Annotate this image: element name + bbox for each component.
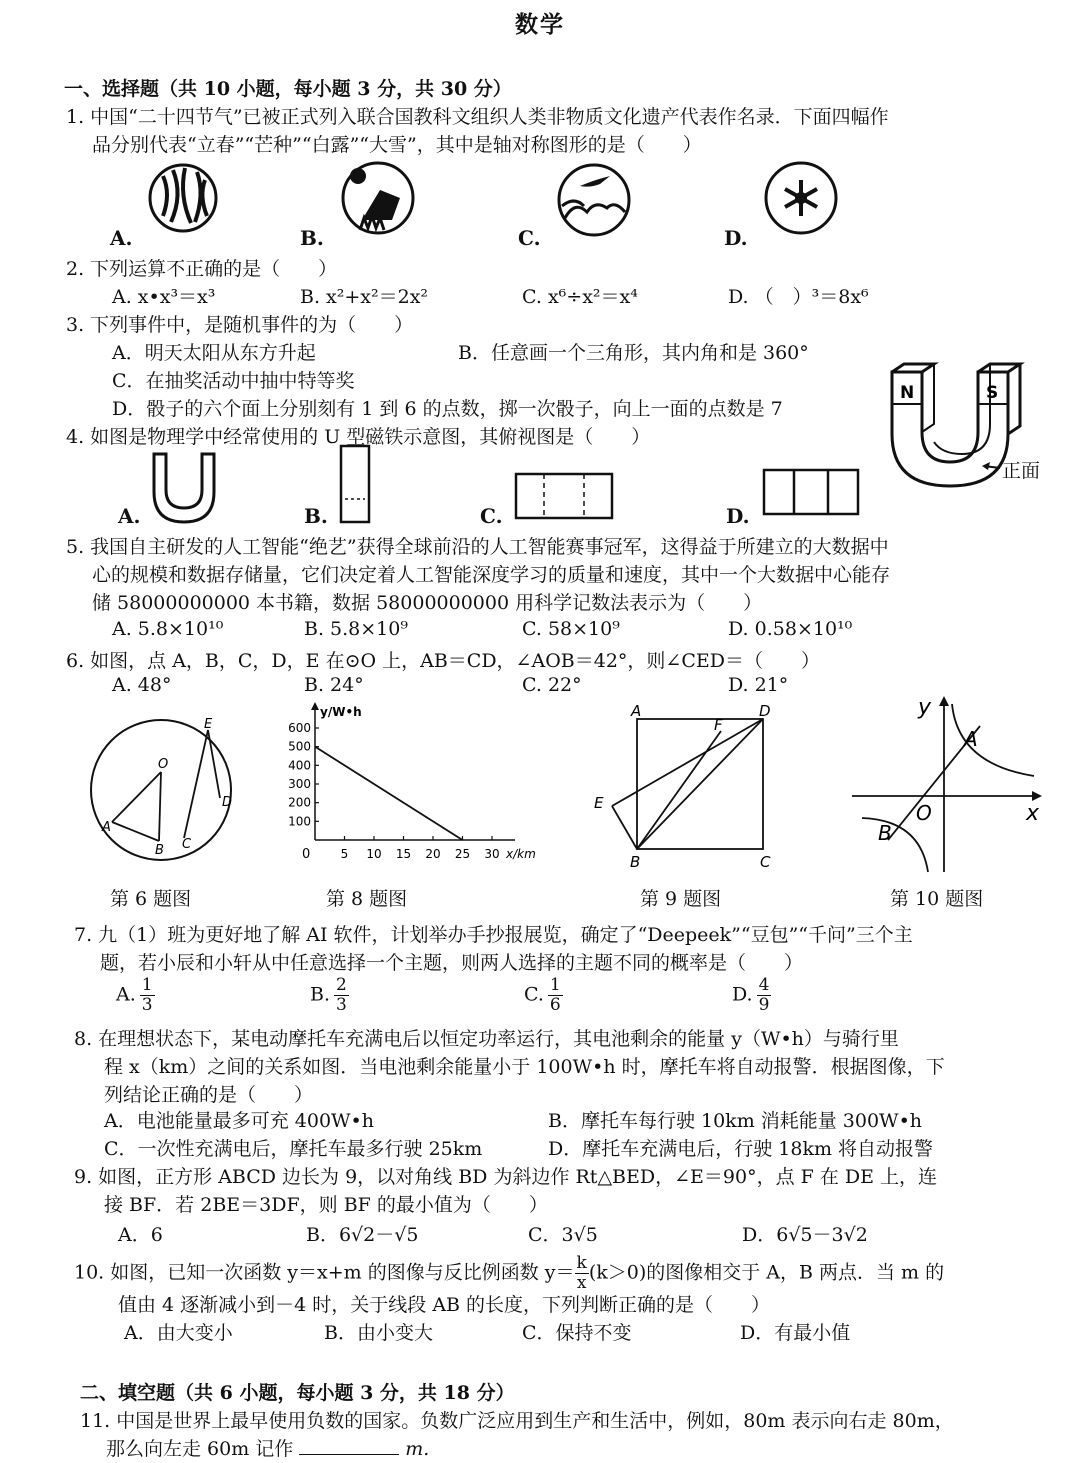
q5-line2: 心的规模和数据存储量，它们决定着人工智能深度学习的质量和速度，其中一个大数据中心能存 (92, 564, 891, 586)
q1-option-d-label: D. (724, 226, 748, 250)
fig8-xtick-label: 10 (366, 847, 382, 861)
q7-option-a: A. $\frac{1}{3}$ (116, 975, 153, 1015)
q2-option-b: B. x²+x²＝2x² (300, 286, 429, 308)
q7-option-d: D. $\frac{4}{9}$ (732, 975, 770, 1015)
fig6-point-d: D (222, 795, 233, 810)
q8-option-b: B．摩托车每行驶 10km 消耗能量 300W•h (548, 1110, 923, 1132)
section-1-header: 一、选择题（共 10 小题，每小题 3 分，共 30 分） (64, 78, 512, 100)
q10-option-c: C．保持不变 (522, 1322, 632, 1344)
q2-stem: 2. 下列运算不正确的是（ ） (66, 258, 338, 280)
fig9-point-a: A (631, 702, 642, 720)
fig8-line-chart (280, 700, 540, 870)
q11-answer-blank[interactable] (299, 1440, 399, 1455)
q1-line1: 1. 中国“二十四节气”已被正式列入联合国教科文组织人类非物质文化遗产代表作名录．下面四幅作 (66, 106, 889, 128)
q9-option-a: A．6 (118, 1224, 163, 1246)
q11-line2: 那么向左走 60m 记作 m. (106, 1438, 430, 1460)
q9-line1: 9. 如图，正方形 ABCD 边长为 9，以对角线 BD 为斜边作 Rt△BED，∠E＝90°，点 F 在 DE 上，连 (74, 1166, 938, 1188)
mangzhong-emblem-icon (343, 163, 413, 233)
fig8-caption: 第 8 题图 (326, 888, 408, 910)
fig8-ytick-label: 600 (288, 721, 311, 735)
q7-option-b: B. $\frac{2}{3}$ (310, 975, 347, 1015)
fig10-function-graph (848, 694, 1048, 874)
fig8-xtick-label: 25 (454, 847, 471, 861)
bailu-emblem-icon (559, 165, 629, 235)
q9-option-c: C．3√5 (528, 1224, 598, 1246)
page-title: 数学 (515, 11, 565, 38)
q3-option-c: C．在抽奖活动中抽中特等奖 (112, 370, 355, 392)
q9-option-b: B．6√2－√5 (306, 1224, 419, 1246)
fig8-xtick-label: 15 (395, 847, 412, 861)
fig9-square-diagram (590, 704, 770, 874)
q6-option-d: D. 21° (728, 674, 789, 696)
fig8-xtick-label: 5 (340, 847, 349, 861)
q3-option-d: D．骰子的六个面上分别刻有 1 到 6 的点数，掷一次骰子，向上一面的点数是 7 (112, 398, 783, 420)
q3-option-a: A．明天太阳从东方升起 (112, 342, 316, 364)
q2-option-c: C. x⁶÷x²＝x⁴ (522, 286, 638, 308)
q10-line1: 10. 如图，已知一次函数 y＝x+m 的图像与反比例函数 y＝ $\frac{k}{x}$ (k＞0)的图像相交于 A，B 两点．当 m 的 (74, 1253, 945, 1293)
fig10-origin: O (916, 801, 932, 825)
fig9-caption: 第 9 题图 (640, 888, 722, 910)
q5-option-b: B. 5.8×10⁹ (304, 618, 408, 640)
q1-option-c-label: C. (518, 226, 541, 250)
q4-option-a-label: A. (118, 504, 141, 528)
q10-option-b: B．由小变大 (324, 1322, 433, 1344)
q5-option-a: A. 5.8×10¹⁰ (112, 618, 224, 640)
q8-option-a: A．电池能量最多可充 400W•h (104, 1110, 374, 1132)
q6-stem: 6. 如图，点 A，B，C，D，E 在⊙O 上，AB＝CD，∠AOB＝42°，则∠CED＝（ ） (66, 650, 820, 672)
fig10-point-b: B (878, 821, 892, 845)
q10-option-a: A．由大变小 (124, 1322, 233, 1344)
fig8-ytick-label: 100 (288, 814, 311, 829)
fig8-axes (311, 702, 515, 840)
q6-option-a: A. 48° (112, 674, 172, 696)
q5-option-c: C. 58×10⁹ (522, 618, 620, 640)
section-2-header: 二、填空题（共 6 小题，每小题 3 分，共 18 分） (80, 1382, 515, 1404)
q8-line2: 程 x（km）之间的关系如图．当电池剩余能量小于 100W•h 时，摩托车将自动报警．根据图像，下 (104, 1056, 945, 1078)
fig10-y-label: y (918, 695, 932, 720)
fig9-point-d: D (759, 702, 771, 720)
fig8-ytick-label: 300 (288, 777, 311, 791)
lichun-emblem-icon (150, 165, 216, 231)
q8-line3: 列结论正确的是（ ） (104, 1084, 314, 1106)
q9-line2: 接 BF．若 2BE＝3DF，则 BF 的最小值为（ ） (104, 1194, 548, 1216)
fig8-ytick-label: 500 (288, 739, 311, 754)
fig6-point-b: B (155, 843, 164, 858)
fig8-ylabel: y/W•h (320, 705, 362, 719)
fig6-point-c: C (182, 837, 192, 852)
fig8-ytick-label: 200 (288, 795, 311, 810)
fig8-origin: 0 (302, 847, 311, 862)
q6-option-b: B. 24° (304, 674, 364, 696)
fig8-xtick-label: 20 (425, 847, 441, 861)
q7-option-c: C. $\frac{1}{6}$ (524, 975, 561, 1015)
q3-stem: 3. 下列事件中，是随机事件的为（ ） (66, 314, 414, 336)
fig9-point-c: C (760, 853, 771, 871)
q10-line2: 值由 4 逐渐减小到－4 时，关于线段 AB 的长度，下列判断正确的是（ ） (118, 1294, 771, 1316)
q8-line1: 8. 在理想状态下，某电动摩托车充满电后以恒定功率运行，其电池剩余的能量 y（W•h）与骑行里 (74, 1028, 899, 1050)
fig10-caption: 第 10 题图 (890, 888, 984, 910)
front-label: 正面 (1002, 460, 1041, 482)
q4-option-b-label: B. (304, 504, 328, 528)
q6-option-c: C. 22° (522, 674, 582, 696)
magnet-s-label: S (986, 383, 999, 403)
fig10-point-a: A (964, 727, 978, 751)
q2-option-d: D. （ ）³＝8x⁶ (728, 286, 869, 308)
q7-line1: 7. 九（1）班为更好地了解 AI 软件，计划举办手抄报展览，确定了“Deepeek”“豆包”“千问”三个主 (74, 924, 913, 946)
q1-option-a-label: A. (110, 226, 133, 250)
fig9-point-b: B (630, 853, 641, 871)
magnet-n-label: N (900, 383, 915, 403)
q9-option-d: D．6√5－3√2 (742, 1224, 868, 1246)
q8-option-c: C．一次性充满电后，摩托车最多行驶 25km (104, 1138, 483, 1160)
q4-option-d-label: D. (726, 504, 750, 528)
q7-line2: 题，若小辰和小轩从中任意选择一个主题，则两人选择的主题不同的概率是（ ） (100, 952, 804, 974)
fig6-circle-diagram (84, 710, 244, 870)
q3-option-b: B．任意画一个三角形，其内角和是 360° (458, 342, 809, 364)
fig9-point-e: E (594, 794, 604, 812)
fig6-point-o: O (158, 757, 169, 772)
fig6-caption: 第 6 题图 (110, 888, 192, 910)
fig8-xtick-label: 30 (484, 847, 500, 861)
fig6-point-a: A (102, 820, 111, 835)
fig8-series-line (315, 747, 463, 840)
q1-option-b-label: B. (300, 226, 324, 250)
fig9-point-f: F (714, 716, 723, 734)
daxue-emblem-icon (766, 163, 836, 233)
q2-option-a: A. x•x³＝x³ (112, 286, 216, 308)
q5-line1: 5. 我国自主研发的人工智能“绝艺”获得全球前沿的人工智能赛事冠军，这得益于所建立的大数据中 (66, 536, 889, 558)
q5-option-d: D. 0.58×10¹⁰ (728, 618, 853, 640)
fig8-xlabel: x/km (506, 847, 536, 861)
q5-line3: 储 58000000000 本书籍，数据 58000000000 用科学记数法表示为（ ） (92, 592, 763, 614)
fig10-x-label: x (1026, 801, 1040, 826)
q4-option-c-label: C. (480, 504, 503, 528)
fig8-ytick-label: 400 (288, 758, 311, 773)
fig6-point-e: E (204, 717, 213, 732)
q10-option-d: D．有最小值 (740, 1322, 851, 1344)
q11-line1: 11. 中国是世界上最早使用负数的国家。负数广泛应用到生产和生活中，例如，80m 表示向右走 80m， (80, 1410, 954, 1432)
q8-option-d: D．摩托车充满电后，行驶 18km 将自动报警 (548, 1138, 934, 1160)
q4-stem: 4. 如图是物理学中经常使用的 U 型磁铁示意图，其俯视图是（ ） (66, 426, 651, 448)
q1-line2: 品分别代表“立春”“芒种”“白露”“大雪”，其中是轴对称图形的是（ ） (92, 134, 702, 156)
